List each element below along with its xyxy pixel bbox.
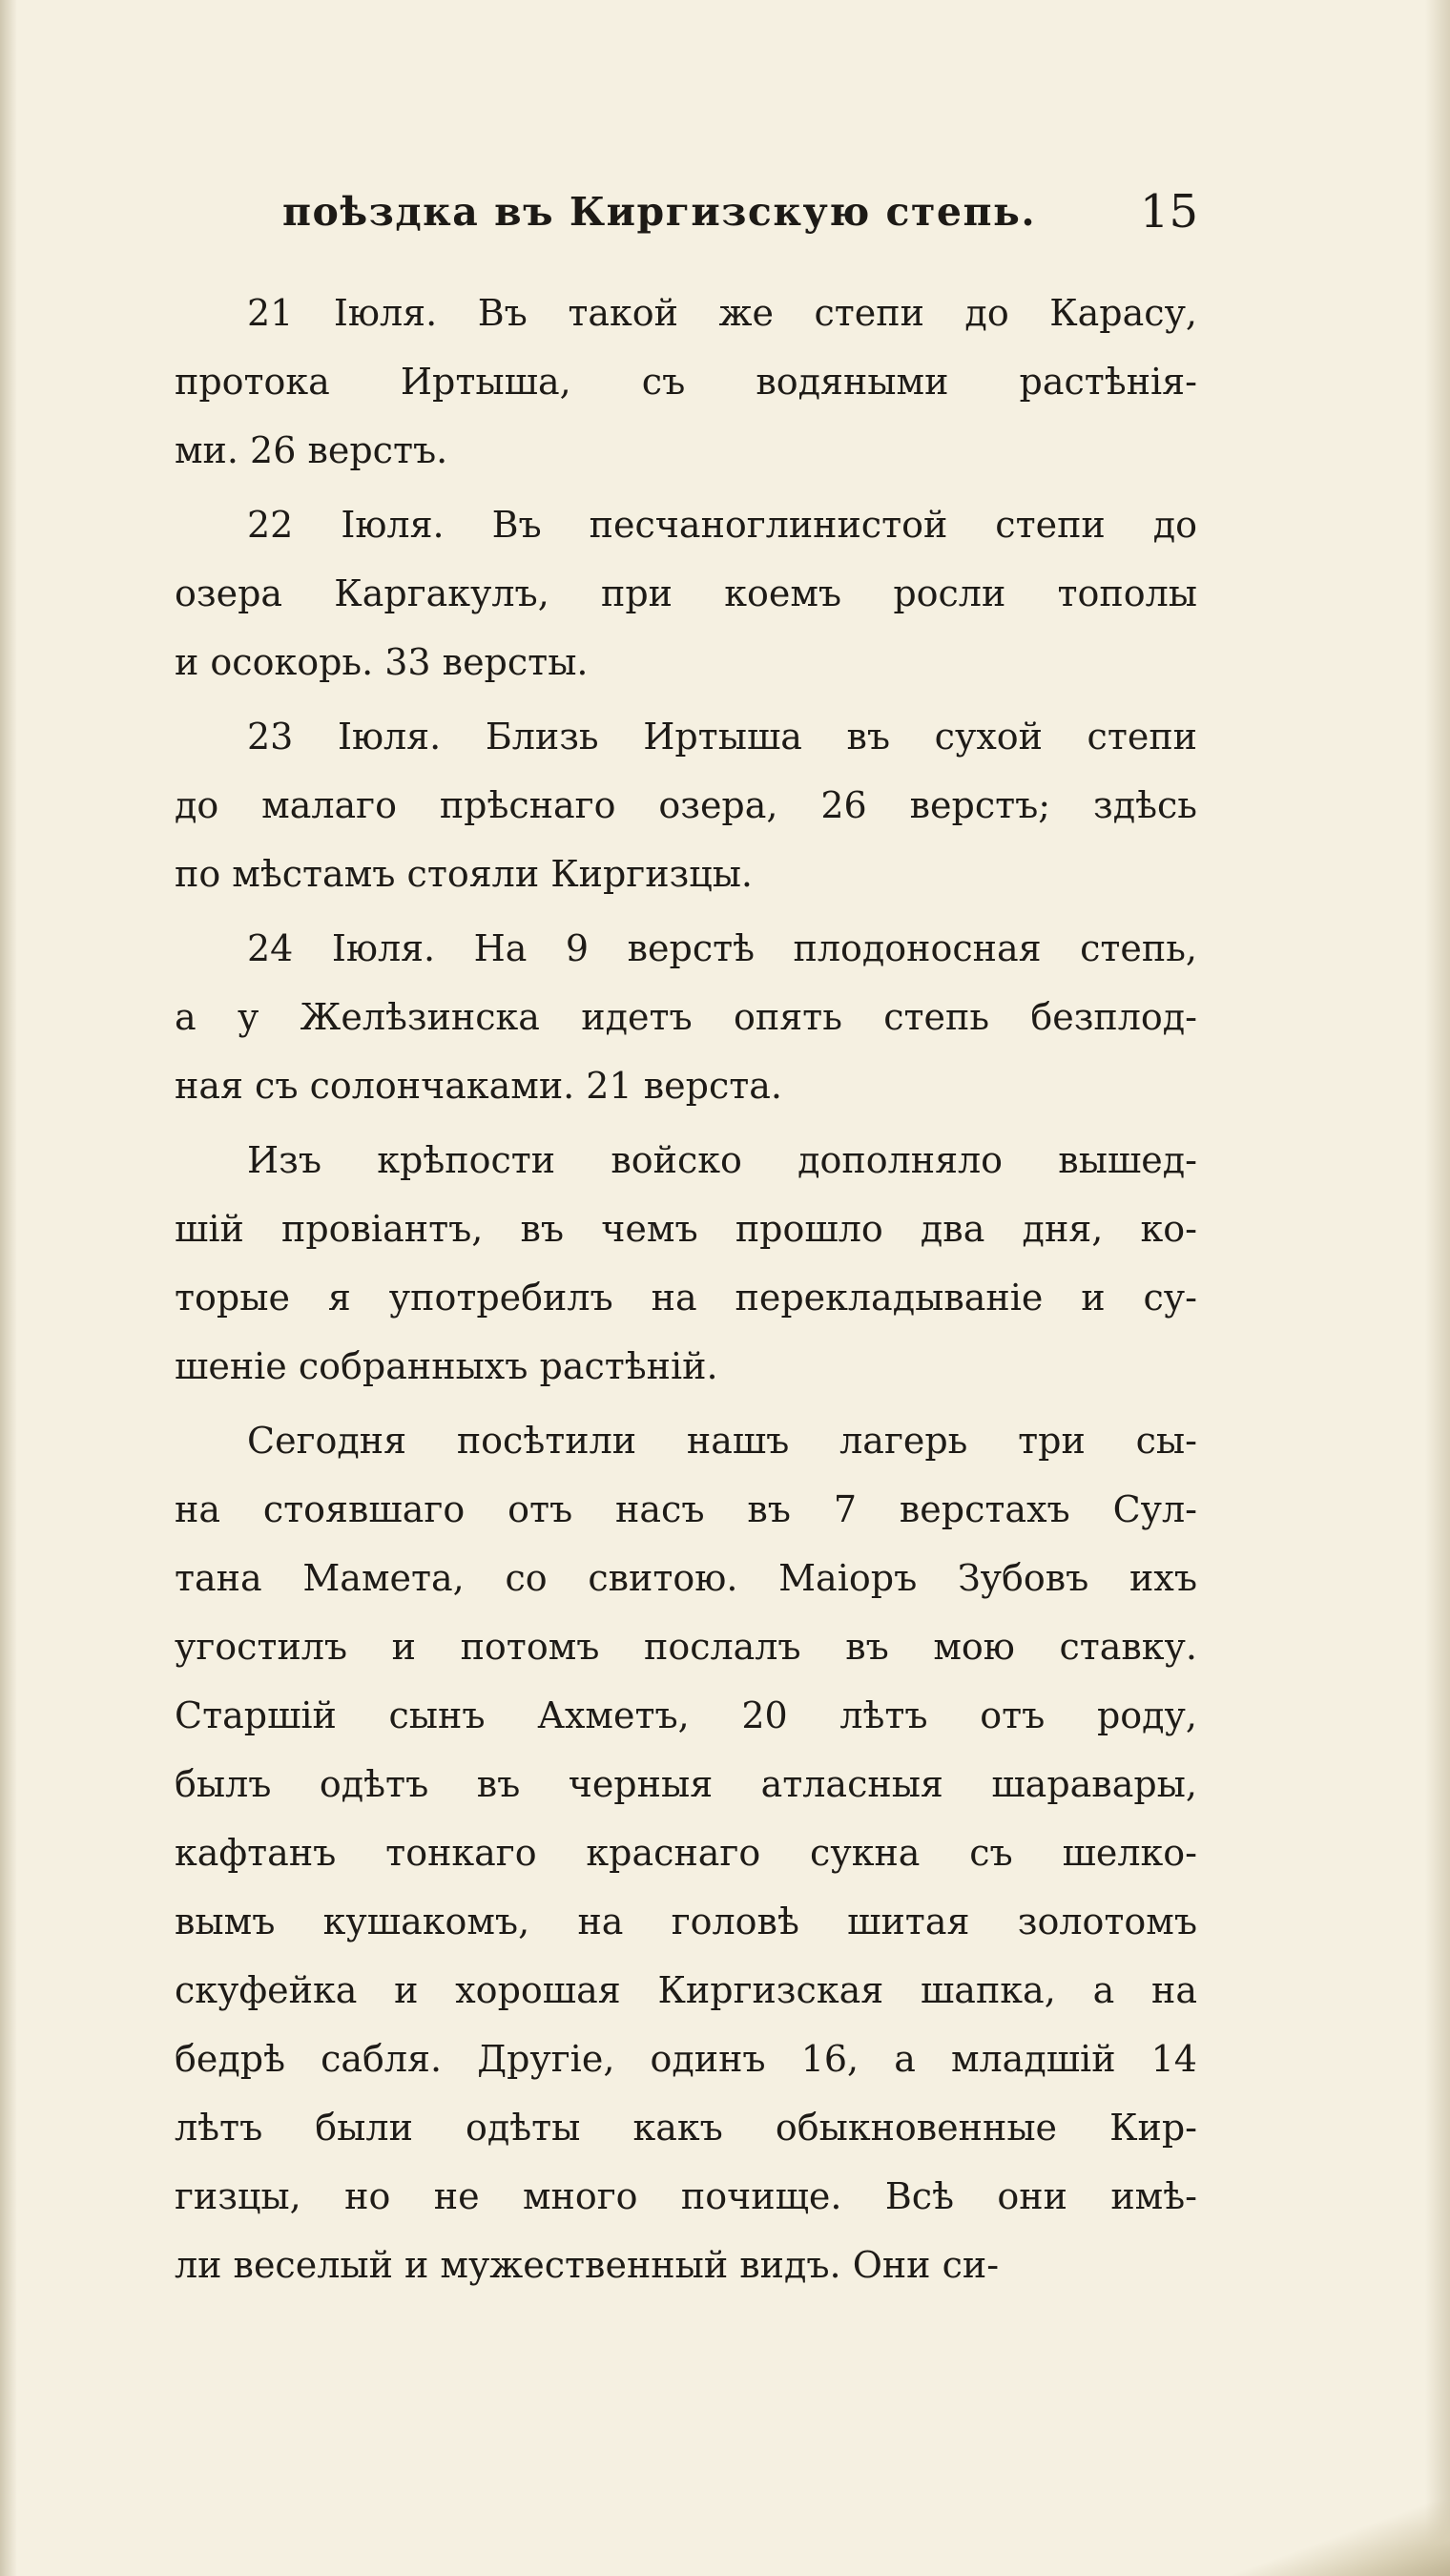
text-line: а у Желѣзинска идетъ опять степь безплод- (175, 996, 1197, 1038)
text-line: гизцы, но не много почище. Всѣ они имѣ- (175, 2175, 1197, 2217)
text-line: скуфейка и хорошая Киргизская шапка, а на (175, 1969, 1197, 2011)
text-line: торые я употребилъ на перекладываніе и су- (175, 1277, 1197, 1319)
text-line: лѣтъ были одѣты какъ обыкновенные Кир- (175, 2107, 1197, 2149)
text-line: вымъ кушакомъ, на головѣ шитая золотомъ (175, 1901, 1197, 1942)
paragraph (175, 702, 1197, 908)
body-text (175, 279, 1197, 2305)
paragraph (175, 1126, 1197, 1401)
text-line: 22 Іюля. Въ песчаноглинистой степи до (247, 504, 1197, 546)
text-line: шій провіантъ, въ чемъ прошло два дня, ко- (175, 1208, 1197, 1250)
page-left-edge-shadow (0, 0, 17, 2576)
text-line: ли веселый и мужественный видъ. Они си- (175, 2244, 1000, 2286)
paragraph (175, 490, 1197, 696)
page-number: 15 (1139, 185, 1198, 239)
paragraph (175, 279, 1197, 485)
page-corner-curl (1164, 2500, 1450, 2576)
text-line: былъ одѣтъ въ черныя атласныя шаравары, (175, 1763, 1197, 1805)
page-right-edge-shadow (1425, 0, 1450, 2576)
text-line: кафтанъ тонкаго краснаго сукна съ шелко- (175, 1832, 1197, 1874)
text-line: 24 Іюля. На 9 верстѣ плодоносная степь, (247, 927, 1197, 969)
running-title: поѣздка въ Киргизскую степь. (282, 189, 1037, 235)
text-line: 23 Іюля. Близь Иртыша въ сухой степи (247, 716, 1197, 758)
text-line: и осокорь. 33 версты. (175, 641, 589, 683)
running-header (282, 185, 1198, 246)
text-line: по мѣстамъ стояли Киргизцы. (175, 853, 754, 895)
text-line: Сегодня посѣтили нашъ лагерь три сы- (247, 1420, 1197, 1462)
paragraph (175, 914, 1197, 1120)
text-line: тана Мамета, со свитою. Маіоръ Зубовъ ихъ (175, 1557, 1197, 1599)
text-line: Изъ крѣпости войско дополняло вышед- (247, 1139, 1197, 1181)
paragraph (175, 1406, 1197, 2299)
text-line: Старшій сынъ Ахметъ, 20 лѣтъ отъ роду, (175, 1694, 1197, 1736)
text-line: бедрѣ сабля. Другіе, одинъ 16, а младшій 14 (175, 2038, 1197, 2080)
text-line: до малаго прѣснаго озера, 26 верстъ; здѣсь (175, 784, 1197, 826)
text-line: озера Каргакулъ, при коемъ росли тополы (175, 572, 1197, 614)
text-line: угостилъ и потомъ послалъ въ мою ставку. (175, 1626, 1197, 1668)
text-line: ная съ солончаками. 21 верста. (175, 1065, 782, 1107)
text-line: на стоявшаго отъ насъ въ 7 верстахъ Сул- (175, 1488, 1197, 1530)
text-line: протока Иртыша, съ водяными растѣнія- (175, 361, 1197, 403)
text-line: шеніе собранныхъ растѣній. (175, 1345, 718, 1387)
text-line: ми. 26 верстъ. (175, 429, 448, 471)
text-line: 21 Іюля. Въ такой же степи до Карасу, (247, 292, 1197, 334)
